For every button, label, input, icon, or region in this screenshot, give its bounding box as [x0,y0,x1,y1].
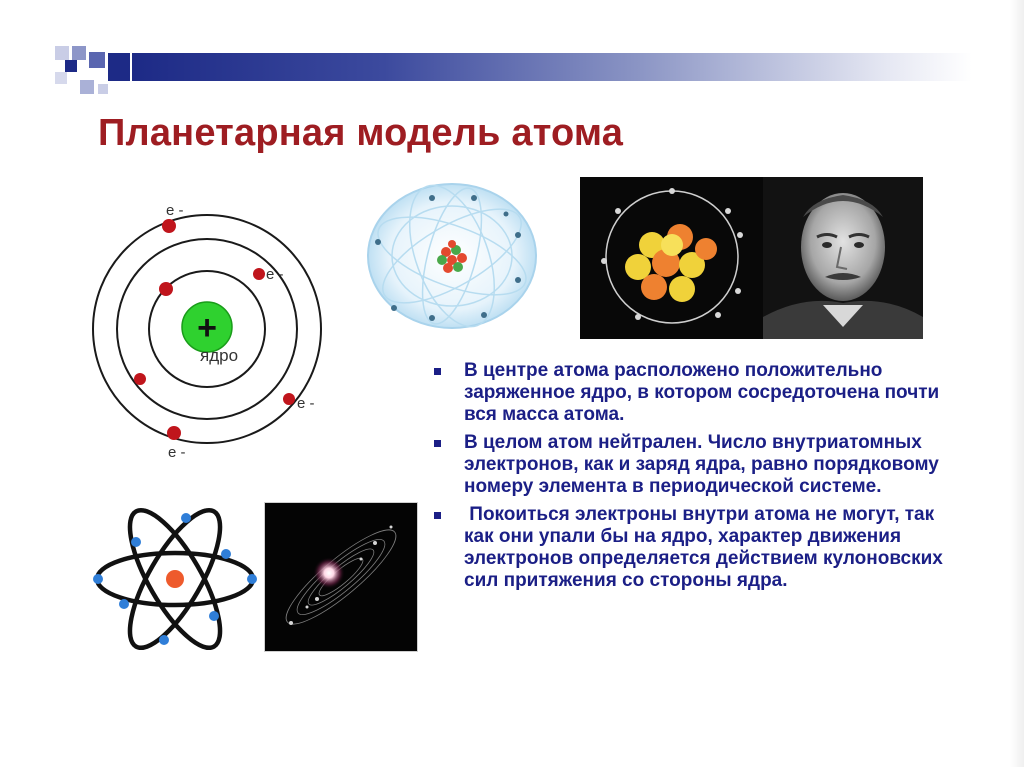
nucleus-symbol: + [197,309,217,347]
decor-square [55,72,67,84]
bullet-text: В центре атома расположено положительно заряженное ядро, в котором сосредоточена почти вся масса атома. [464,360,940,425]
decor-square [55,46,69,60]
decor-square [72,46,86,60]
bohr-orbit-diagram [92,195,332,465]
electron-icon [283,393,295,405]
electron-icon [167,426,181,440]
electron-label: e - [168,444,186,461]
nucleus-icon [166,570,184,588]
bullet-list [432,360,952,598]
square-bullet-icon [434,368,441,375]
nucleus-icon [182,302,232,352]
scientist-portrait [763,177,923,339]
list-item [432,360,952,426]
square-bullet-icon [434,440,441,447]
decor-square [65,60,77,72]
atom-icon [92,498,258,660]
electron-icon [253,268,265,280]
square-bullet-icon [434,512,441,519]
galaxy-image [264,502,418,652]
decor-square [98,84,108,94]
list-item [432,432,952,498]
decor-square [108,53,130,81]
atom-sphere-illustration [366,180,538,330]
bullet-text: В целом атом нейтрален. Число внутриатомных электронов, как и заряд ядра, равно порядковому номеру элемента в периодической системе. [464,432,939,497]
decor-square [80,80,94,94]
nucleus-image [580,177,763,339]
electron-label: e - [266,266,284,283]
electron-label: e - [297,395,315,412]
electron-icon [159,282,173,296]
slide-edge [1010,0,1024,767]
bullet-text: Покоиться электроны внутри атома не могут, так как они упали бы на ядро, характер движения электронов определяется действием кулоновских сил притяжения со стороны ядра. [464,504,949,591]
electron-icon [162,219,176,233]
nucleus-label: ядро [200,346,239,365]
slide-title: Планетарная модель атома [98,112,624,154]
header-gradient-bar [132,53,972,81]
electron-label: e - [166,202,184,219]
electron-icon [134,373,146,385]
decor-square [89,52,105,68]
list-item [432,504,952,592]
